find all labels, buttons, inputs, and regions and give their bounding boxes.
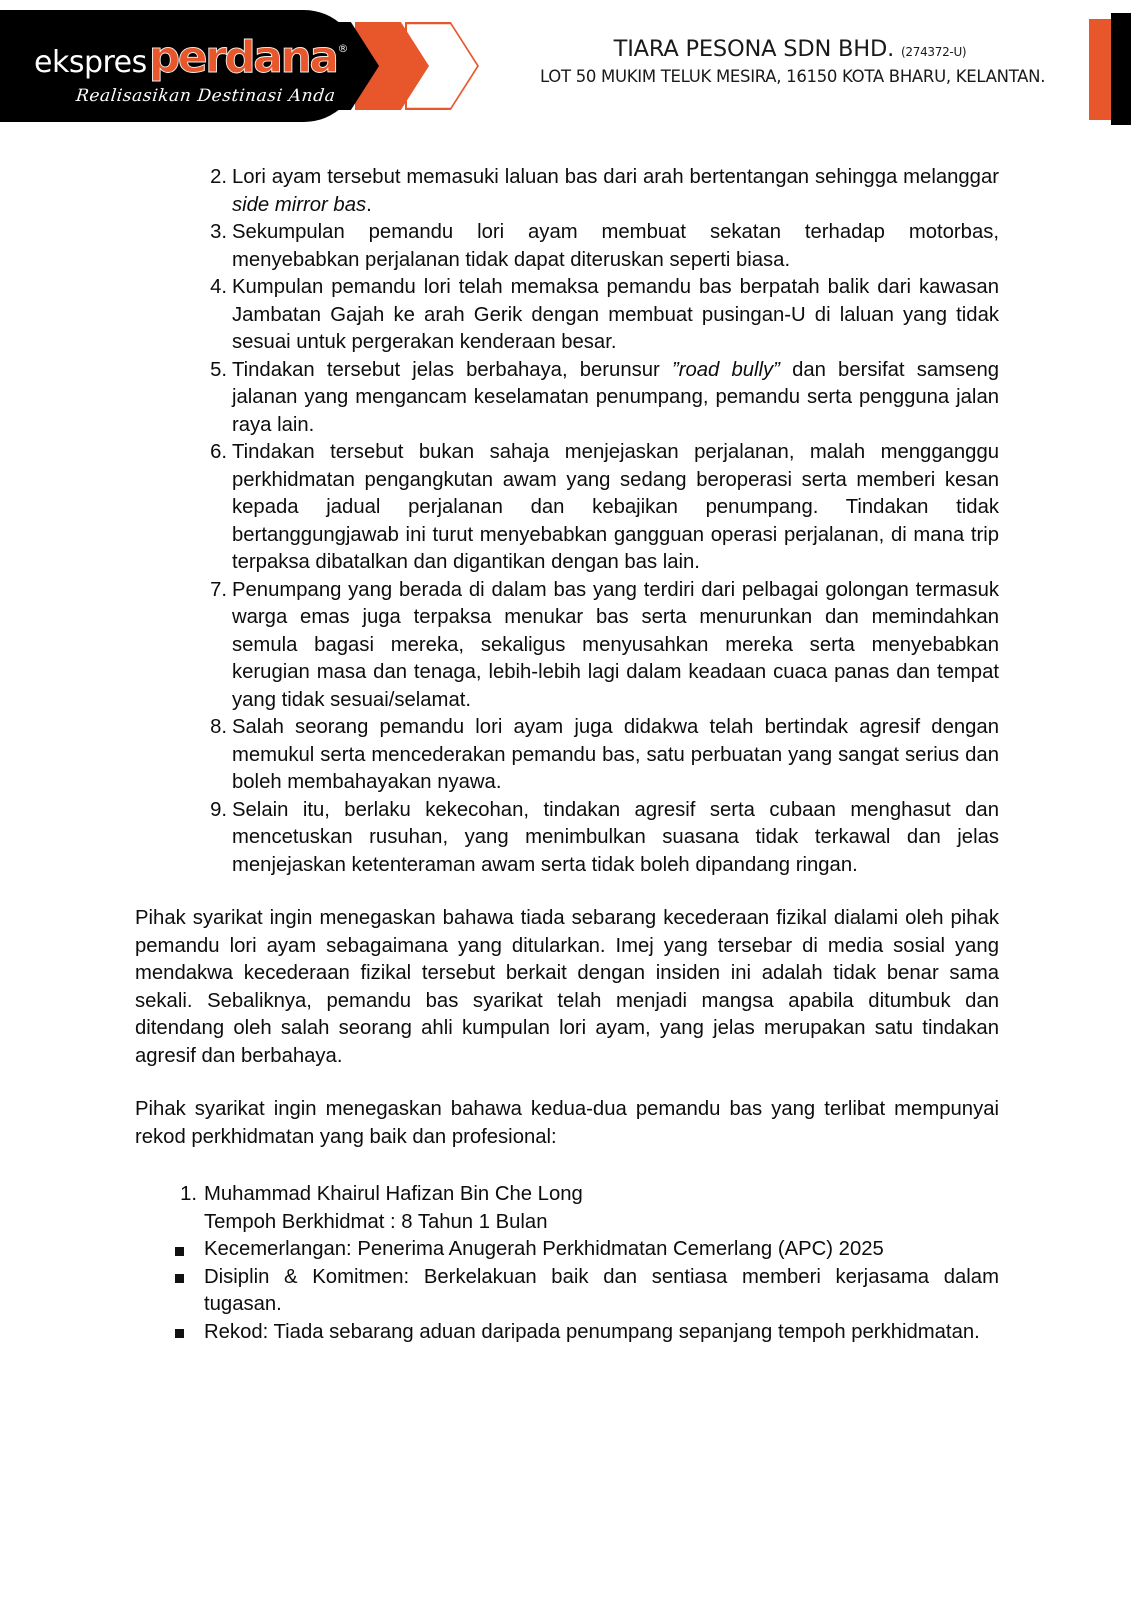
company-logo bbox=[0, 10, 360, 122]
header-accent-bar-black bbox=[1111, 13, 1131, 125]
incident-list bbox=[135, 164, 999, 879]
list-item-text-lead: Salah seorang pemandu lori ayam juga didakwa telah bertindak agresif dengan memukul serta mencederakan pemandu bas, satu perbuatan yang sangat serius dan boleh membahayakan nyawa. bbox=[232, 716, 999, 793]
company-identity bbox=[540, 36, 1046, 86]
list-item-text-lead: Selain itu, berlaku kekecohan, tindakan agresif serta cubaan menghasut dan mencetuskan rusuhan, yang menimbulkan suasana tidak terkawal dan jelas menjejaskan ketenteraman awam serta tidak boleh dipandang ringan. bbox=[232, 798, 999, 876]
list-item-text-lead: Tindakan tersebut jelas berbahaya, berunsur bbox=[232, 358, 672, 381]
list-item-text: Disiplin & Komitmen: Berkelakuan baik dan sentiasa memberi kerjasama dalam tugasan. bbox=[204, 1265, 999, 1315]
square-bullet-icon bbox=[175, 1247, 184, 1256]
list-item bbox=[135, 164, 999, 219]
list-item-text bbox=[232, 797, 999, 880]
list-item bbox=[135, 1319, 999, 1347]
logo-brand-second: perdana bbox=[148, 32, 337, 83]
list-item-text-emphasis: side mirror bas bbox=[232, 193, 367, 216]
list-item-number: 2. bbox=[210, 166, 227, 188]
list-item-text-lead: Sekumpulan pemandu lori ayam membuat sekatan terhadap motorbas, menyebabkan perjalanan tidak dapat diteruskan seperti biasa. bbox=[232, 221, 999, 271]
logo-tagline: Realisasikan Destinasi Anda bbox=[74, 86, 337, 106]
list-item-number: 8. bbox=[210, 716, 227, 738]
list-item bbox=[135, 1181, 999, 1236]
list-item-text bbox=[232, 164, 999, 219]
driver-item-number: 1. bbox=[180, 1183, 197, 1205]
list-item bbox=[135, 219, 999, 274]
list-item-number: 9. bbox=[210, 798, 227, 821]
list-item bbox=[135, 1264, 999, 1319]
registered-trademark-icon: ® bbox=[337, 41, 349, 55]
list-item bbox=[135, 577, 999, 715]
list-item bbox=[135, 274, 999, 357]
document-body bbox=[0, 136, 1131, 1346]
driver-record-list bbox=[135, 1181, 999, 1236]
list-item-text-lead: Penumpang yang berada di dalam bas yang terdiri dari pelbagai golongan termasuk warga emas juga terpaksa menukar bas serta menurunkan dan memindahkan semula bagasi mereka, sekaligus menyusahkan mereka serta menyebabkan kerugian masa dan tenaga, lebih-lebih lagi dalam keadaan cuaca panas dan tempat yang tidak sesuai/selamat. bbox=[232, 578, 999, 711]
list-item-text-lead: Kumpulan pemandu lori telah memaksa pemandu bas berpatah balik dari kawasan Jambatan Gajah ke arah Gerik dengan membuat pusingan-U di laluan yang tidak sesuai untuk pergerakan kenderaan besar. bbox=[232, 276, 999, 353]
driver-name: Muhammad Khairul Hafizan Bin Che Long bbox=[204, 1183, 583, 1205]
list-item bbox=[135, 797, 999, 880]
square-bullet-icon bbox=[175, 1274, 184, 1283]
list-item-text-lead: Tindakan tersebut bukan sahaja menjejaskan perjalanan, malah mengganggu perkhidmatan pengangkutan awam yang sedang beroperasi serta memberi kesan kepada jadual perjalanan dan kebajikan penumpang. Tindakan tidak bertanggungjawab ini turut menyebabkan gangguan operasi perjalanan, di mana trip terpaksa dibatalkan dan digantikan dengan bas lain. bbox=[232, 441, 999, 573]
document-content bbox=[135, 164, 999, 1346]
list-item-text bbox=[232, 274, 999, 357]
square-bullet-icon bbox=[175, 1329, 184, 1338]
company-address: LOT 50 MUKIM TELUK MESIRA, 16150 KOTA BHARU, KELANTAN. bbox=[540, 67, 1046, 86]
list-item bbox=[135, 357, 999, 440]
letterhead-header bbox=[0, 0, 1131, 136]
list-item-text bbox=[232, 439, 999, 577]
list-item-number: 3. bbox=[210, 221, 227, 243]
list-item-number: 4. bbox=[210, 276, 227, 298]
list-item-text bbox=[232, 714, 999, 797]
logo-brand-first: ekspres bbox=[34, 45, 147, 80]
list-item-text-tail: dan bersifat samseng jalanan yang mengancam keselamatan penumpang, pemandu serta pengguna jalan raya lain. bbox=[232, 358, 1000, 436]
company-name-text: TIARA PESONA SDN BHD. bbox=[613, 36, 895, 62]
list-item-text-emphasis: ”road bully” bbox=[671, 358, 780, 381]
list-item-text-tail: . bbox=[366, 193, 372, 216]
list-item-text bbox=[232, 357, 999, 440]
list-item bbox=[135, 1236, 999, 1264]
list-item-text: Rekod: Tiada sebarang aduan daripada penumpang sepanjang tempoh perkhidmatan. bbox=[204, 1320, 980, 1343]
driver-service-period: Tempoh Berkhidmat : 8 Tahun 1 Bulan bbox=[204, 1210, 548, 1233]
list-item-number: 6. bbox=[210, 441, 227, 463]
list-item-text bbox=[232, 219, 999, 274]
paragraph-driver-intro: Pihak syarikat ingin menegaskan bahawa kedua-dua pemandu bas yang terlibat mempunyai rekod perkhidmatan yang baik dan profesional: bbox=[135, 1098, 999, 1148]
driver-attribute-list bbox=[135, 1236, 999, 1346]
list-item-text-lead: Lori ayam tersebut memasuki laluan bas dari arah bertentangan sehingga melanggar bbox=[232, 166, 999, 188]
paragraph-clarification: Pihak syarikat ingin menegaskan bahawa tiada sebarang kecederaan fizikal dialami oleh pihak pemandu lori ayam sebagaimana yang ditularkan. Imej yang tersebar di media sosial yang mendakwa kecederaan fizikal tersebut berkait dengan insiden ini adalah tidak benar sama sekali. Sebaliknya, pemandu bas syarikat telah menjadi mangsa apabila ditumbuk dan ditendang oleh salah seorang ahli kumpulan lori ayam, yang jelas merupakan satu tindakan agresif dan berbahaya. bbox=[135, 907, 999, 1067]
company-name bbox=[540, 36, 1040, 62]
list-item bbox=[135, 714, 999, 797]
list-item-number: 7. bbox=[210, 578, 227, 601]
logo-wordmark bbox=[34, 32, 349, 83]
list-item-number: 5. bbox=[210, 358, 227, 381]
company-registration-number: (274372-U) bbox=[901, 45, 967, 59]
list-item-text: Kecemerlangan: Penerima Anugerah Perkhidmatan Cemerlang (APC) 2025 bbox=[204, 1238, 884, 1260]
list-item-text bbox=[232, 577, 999, 715]
list-item bbox=[135, 439, 999, 577]
